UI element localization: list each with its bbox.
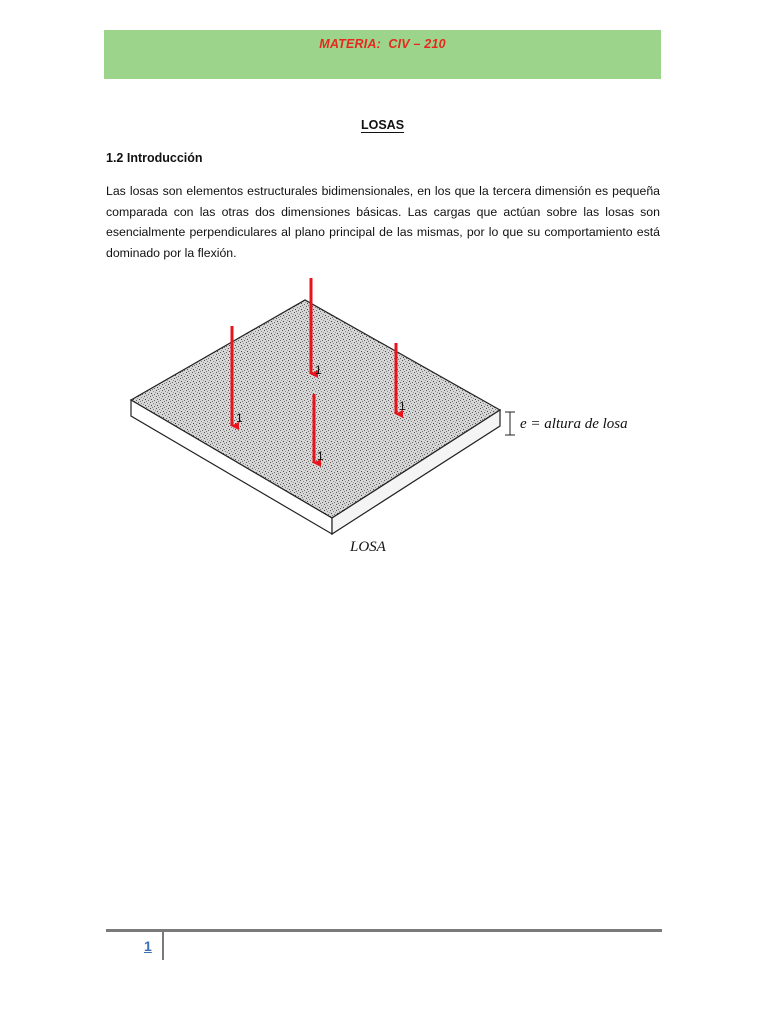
- footer-rule: [106, 929, 662, 932]
- load-marker: 1: [236, 411, 243, 425]
- slab-label: LOSA: [350, 539, 386, 555]
- course-title: MATERIA: CIV – 210: [319, 37, 446, 51]
- load-marker: 1: [317, 449, 324, 463]
- load-marker: 1: [315, 363, 322, 377]
- slab-diagram: [120, 270, 660, 560]
- slab-figure: [120, 270, 660, 560]
- load-marker: 1: [399, 399, 406, 413]
- header-band: [104, 30, 661, 79]
- document-title: [104, 118, 661, 132]
- thickness-label: e = altura de losa: [520, 416, 628, 432]
- intro-paragraph: Las losas son elementos estructurales bidimensionales, en los que la tercera dimensión es pequeña comparada con las otras dos dimensiones básicas. Las cargas que actúan sobre las losas son esencialmente perpendiculares al plano principal de las mismas, por lo que su comportamiento está dominado por la flexión.: [106, 184, 660, 261]
- footer-divider: [162, 930, 164, 960]
- document-title-text: LOSAS: [360, 118, 405, 132]
- section-heading: 1.2 Introducción: [106, 151, 203, 165]
- page-number: 1: [144, 938, 152, 954]
